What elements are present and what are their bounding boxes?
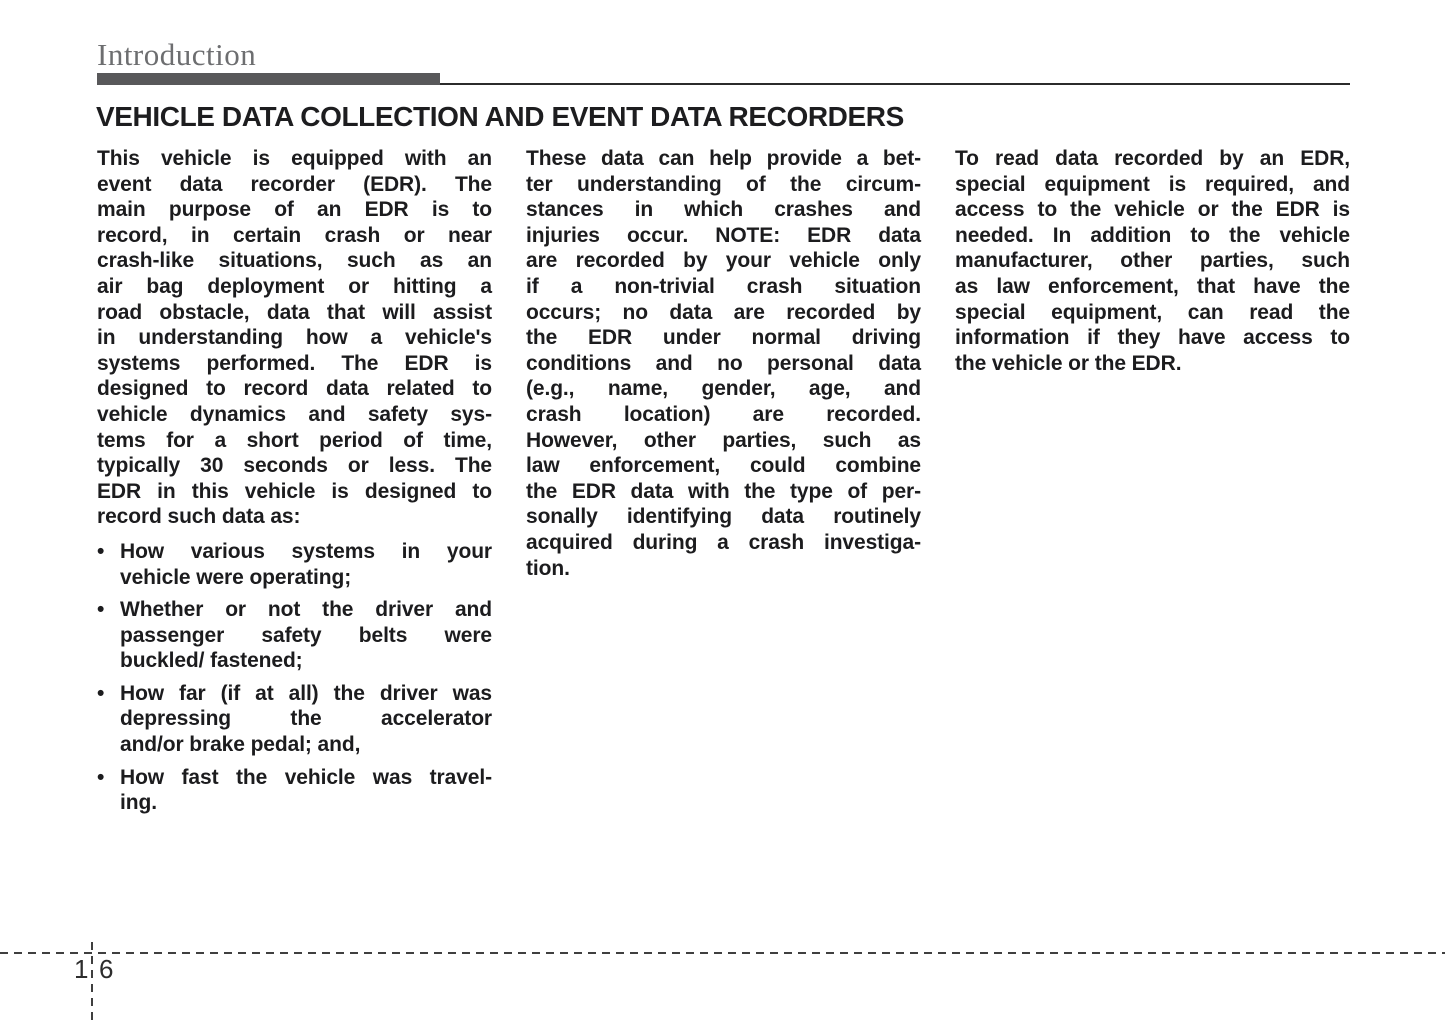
text-line: road obstacle, data that will assist — [97, 300, 492, 324]
text-line: This vehicle is equipped with an — [97, 147, 492, 170]
text-line: needed. In addition to the vehicle — [955, 223, 1350, 247]
text-line: However, other parties, such as — [526, 428, 921, 452]
text-line: How various systems in your — [120, 539, 492, 563]
page-title: VEHICLE DATA COLLECTION AND EVENT DATA RECORDERS — [96, 101, 904, 132]
text-line: How fast the vehicle was travel- — [120, 765, 492, 789]
text-line: law enforcement, could combine — [526, 454, 921, 478]
text-line: tion. — [526, 556, 570, 580]
text-line: are recorded by your vehicle only — [526, 249, 921, 273]
bullet-list — [97, 539, 492, 816]
paragraph — [526, 146, 921, 581]
text-line: special equipment is required, and — [955, 172, 1350, 196]
page-number-page: 6 — [99, 954, 114, 984]
text-line: vehicle were operating; — [120, 565, 352, 589]
text-line: passenger safety belts were — [120, 623, 492, 647]
bullet-item — [97, 681, 492, 758]
text-line: event data recorder (EDR). The — [97, 172, 492, 196]
bullet-marker: • — [97, 681, 105, 705]
bullet-marker: • — [97, 765, 105, 789]
text-line: as law enforcement, that have the — [955, 274, 1350, 298]
text-line: ing. — [120, 791, 157, 815]
text-line: crash location) are recorded. — [526, 402, 921, 426]
text-line: access to the vehicle or the EDR is — [955, 198, 1350, 222]
footer-dashed-rule-vertical — [91, 942, 93, 1026]
text-line: depressing the accelerator — [120, 707, 492, 731]
text-line: crash-like situations, such as an — [97, 249, 492, 273]
text-line: record such data as: — [97, 505, 301, 529]
text-line: ter understanding of the circum- — [526, 172, 921, 196]
paragraph — [97, 146, 492, 530]
text-line: the EDR data with the type of per- — [526, 479, 921, 503]
text-line: typically 30 seconds or less. The — [97, 454, 492, 478]
page-number-chapter: 1 — [74, 954, 89, 984]
text-line: These data can help provide a bet- — [526, 147, 921, 170]
text-line: manufacturer, other parties, such — [955, 249, 1350, 273]
text-line: if a non-trivial crash situation — [526, 274, 921, 298]
text-line: tems for a short period of time, — [97, 428, 492, 452]
running-header-section-label: Introduction — [97, 37, 257, 72]
text-line: information if they have access to — [955, 326, 1350, 350]
footer-dashed-rule-horizontal — [0, 952, 1445, 954]
text-line: To read data recorded by an EDR, — [955, 147, 1350, 170]
text-line: designed to record data related to — [97, 377, 492, 401]
text-line: injuries occur. NOTE: EDR data — [526, 223, 921, 247]
text-line: stances in which crashes and — [526, 198, 921, 222]
text-column-1 — [97, 146, 492, 816]
text-line: systems performed. The EDR is — [97, 351, 492, 375]
bullet-marker: • — [97, 598, 105, 622]
text-line: Whether or not the driver and — [120, 598, 492, 622]
text-line: EDR in this vehicle is designed to — [97, 479, 492, 503]
text-line: sonally identifying data routinely — [526, 505, 921, 529]
bullet-text — [120, 681, 492, 758]
text-line: occurs; no data are recorded by — [526, 300, 921, 324]
text-line: in understanding how a vehicle's — [97, 326, 492, 350]
text-column-2 — [526, 146, 921, 581]
bullet-text — [120, 539, 492, 590]
text-line: main purpose of an EDR is to — [97, 198, 492, 222]
bullet-text — [120, 765, 492, 816]
bullet-text — [120, 597, 492, 674]
text-column-3 — [955, 146, 1350, 376]
text-line: the EDR under normal driving — [526, 326, 921, 350]
text-line: and/or brake pedal; and, — [120, 733, 361, 757]
paragraph — [955, 146, 1350, 376]
text-line: buckled/ fastened; — [120, 649, 303, 673]
text-line: the vehicle or the EDR. — [955, 351, 1182, 375]
text-line: special equipment, can read the — [955, 300, 1350, 324]
text-line: vehicle dynamics and safety sys- — [97, 402, 492, 426]
text-line: record, in certain crash or near — [97, 223, 492, 247]
text-line: acquired during a crash investiga- — [526, 530, 921, 554]
text-line: (e.g., name, gender, age, and — [526, 377, 921, 401]
text-line: air bag deployment or hitting a — [97, 274, 492, 298]
text-line: How far (if at all) the driver was — [120, 681, 492, 705]
header-accent-bar — [97, 73, 440, 85]
text-line: conditions and no personal data — [526, 351, 921, 375]
bullet-marker: • — [97, 539, 105, 563]
bullet-item — [97, 539, 492, 590]
bullet-item — [97, 597, 492, 674]
bullet-item — [97, 765, 492, 816]
